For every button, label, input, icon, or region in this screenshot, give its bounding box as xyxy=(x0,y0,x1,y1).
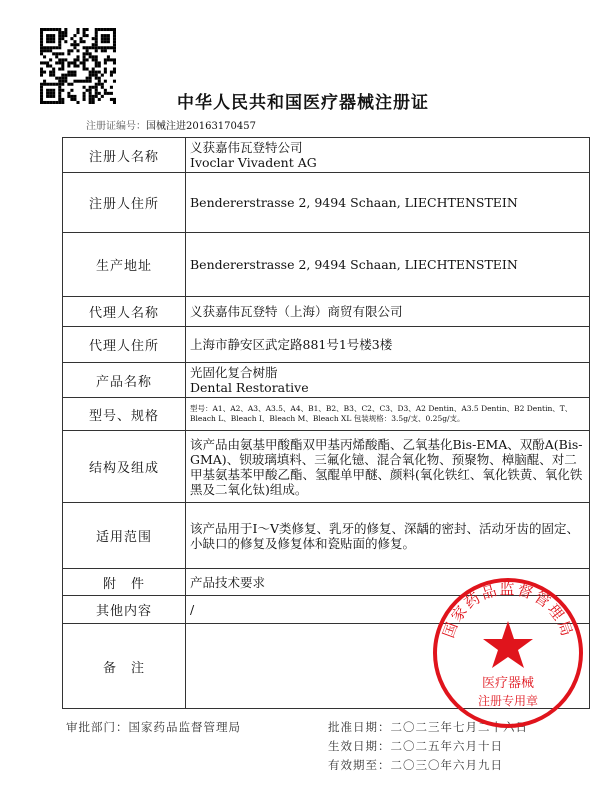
page-title: 中华人民共和国医疗器械注册证 xyxy=(177,93,429,113)
field-value-line: / xyxy=(190,602,195,617)
table-row xyxy=(63,138,590,173)
field-value-line: 光固化复合树脂 xyxy=(190,365,278,380)
field-value-line: 义获嘉伟瓦登特（上海）商贸有限公司 xyxy=(190,304,403,319)
field-value xyxy=(186,173,590,233)
field-value xyxy=(186,233,590,297)
field-value-line: 义获嘉伟瓦登特公司 xyxy=(190,140,303,155)
field-label: 注册人住所 xyxy=(63,173,186,233)
svg-text:医疗器械: 医疗器械 xyxy=(481,676,535,691)
table-row xyxy=(63,503,590,569)
field-label: 注册人名称 xyxy=(63,138,186,173)
table-row xyxy=(63,327,590,363)
field-value xyxy=(186,431,590,503)
official-seal xyxy=(430,575,586,731)
field-label: 结构及组成 xyxy=(63,431,186,503)
effective-date: 生效日期：二〇二五年六月十日 xyxy=(328,739,503,753)
approval-dept: 审批部门：国家药品监督管理局 xyxy=(66,720,241,734)
field-value xyxy=(186,327,590,363)
field-value-line: Bendererstrasse 2, 9494 Schaan, LIECHTENSTEIN xyxy=(190,257,518,272)
field-value xyxy=(186,297,590,327)
field-value-line: 产品技术要求 xyxy=(190,574,266,590)
table-row xyxy=(63,233,590,297)
table-row xyxy=(63,173,590,233)
reg-label: 注册证编号： xyxy=(86,121,146,132)
table-row xyxy=(63,363,590,398)
field-value-line: Bendererstrasse 2, 9494 Schaan, LIECHTENSTEIN xyxy=(190,195,518,210)
svg-text:国家药品监督管理局: 国家药品监督管理局 xyxy=(439,580,577,641)
field-label: 附 件 xyxy=(63,569,186,596)
field-label: 其他内容 xyxy=(63,596,186,624)
field-value xyxy=(186,363,590,398)
approval-date: 批准日期：二〇二三年七月二十六日 xyxy=(328,720,528,734)
field-value-line: Dental Restorative xyxy=(190,380,309,395)
field-value xyxy=(186,398,590,431)
expiry-date: 有效期至：二〇三〇年六月九日 xyxy=(328,758,503,772)
field-value-line: 型号：A1、A2、A3、A3.5、A4、B1、B2、B3、C2、C3、D3、A2 Dentin、A3.5 Dentin、B2 Dentin、T、Bleach L、Bleach I、Bleach M、Bleach XL 包装规格：3.5g/支、0.25g/支。 xyxy=(190,404,573,423)
field-label: 适用范围 xyxy=(63,503,186,569)
reg-value: 国械注进20163170457 xyxy=(146,121,256,132)
field-label: 代理人名称 xyxy=(63,297,186,327)
field-label: 产品名称 xyxy=(63,363,186,398)
field-label: 型号、规格 xyxy=(63,398,186,431)
star-icon xyxy=(483,621,533,668)
field-value xyxy=(186,503,590,569)
field-value-line: 上海市静安区武定路881号1号楼3楼 xyxy=(190,337,393,352)
table-row xyxy=(63,297,590,327)
field-value-line: Ivoclar Vivadent AG xyxy=(190,155,317,170)
field-value-line: 该产品由氨基甲酸酯双甲基丙烯酸酯、乙氧基化Bis-EMA、双酚A(Bis-GMA)、钡玻璃填料、三氟化镱、混合氧化物、预聚物、樟脑醌、对二甲基氨基苯甲酸乙酯、氢醌单甲醚、颜料(氧化铁红、氧化铁黄、氧化铁黑及二氧化钛)组成。 xyxy=(190,436,583,497)
table-row xyxy=(63,398,590,431)
field-label: 生产地址 xyxy=(63,233,186,297)
field-value xyxy=(186,138,590,173)
registration-number xyxy=(86,117,256,132)
table-row xyxy=(63,431,590,503)
field-label: 代理人住所 xyxy=(63,327,186,363)
field-label: 备 注 xyxy=(63,624,186,709)
svg-text:注册专用章: 注册专用章 xyxy=(477,694,539,708)
field-value-line: 该产品用于Ⅰ～Ⅴ类修复、乳牙的修复、深龋的密封、活动牙齿的固定、小缺口的修复及修复体和瓷贴面的修复。 xyxy=(190,520,579,551)
